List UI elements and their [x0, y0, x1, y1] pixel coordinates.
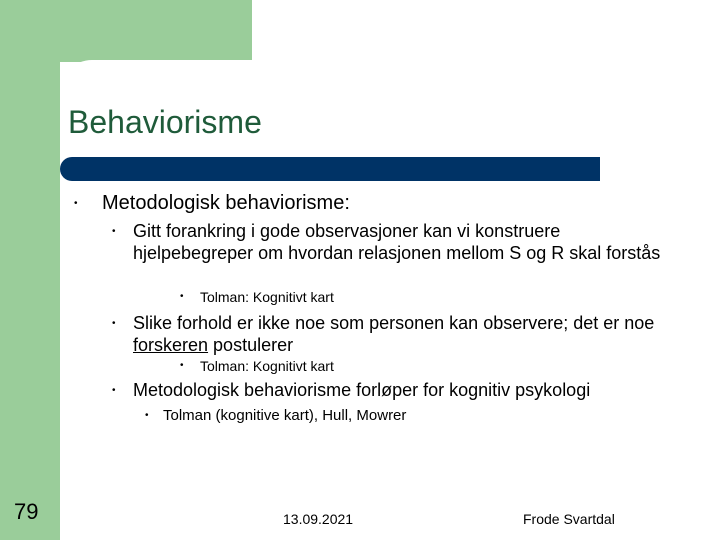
title-rule [60, 157, 600, 181]
bullet-slike-forhold [133, 312, 663, 356]
bullet-tolman-hull: Tolman (kognitive kart), Hull, Mowrer [163, 407, 407, 424]
bullet-gitt-forankring: Gitt forankring i gode observasjoner kan vi konstruere hjelpebegreper om hvordan relasjonen mellom S og R skal forstås [133, 221, 661, 263]
bullet-dot: • [112, 385, 116, 396]
footer-author: Frode Svartdal [523, 511, 615, 527]
text-slike-pre: Slike forhold er ikke noe som personen kan observere; det er noe [133, 313, 655, 333]
decor-green-left [0, 0, 60, 540]
text-forskeren: forskeren [133, 335, 209, 355]
bullet-tolman-1: Tolman: Kognitivt kart [200, 289, 334, 305]
bullet-dot: • [112, 318, 116, 329]
bullet-tolman-2: Tolman: Kognitivt kart [200, 358, 334, 374]
slide-number: 79 [14, 499, 39, 524]
text-slike-post: postulerer [208, 335, 294, 355]
bullet-dot: • [74, 198, 78, 209]
bullet-dot: • [180, 291, 184, 302]
bullet-dot: • [112, 226, 116, 237]
bullet-metodologisk: Metodologisk behaviorisme: [102, 192, 350, 214]
bullet-dot: • [180, 360, 184, 371]
bullet-dot: • [145, 410, 149, 421]
slide-title: Behaviorisme [68, 104, 262, 140]
footer-date: 13.09.2021 [283, 511, 354, 527]
bullet-forloper: Metodologisk behaviorisme forløper for kognitiv psykologi [133, 380, 591, 400]
